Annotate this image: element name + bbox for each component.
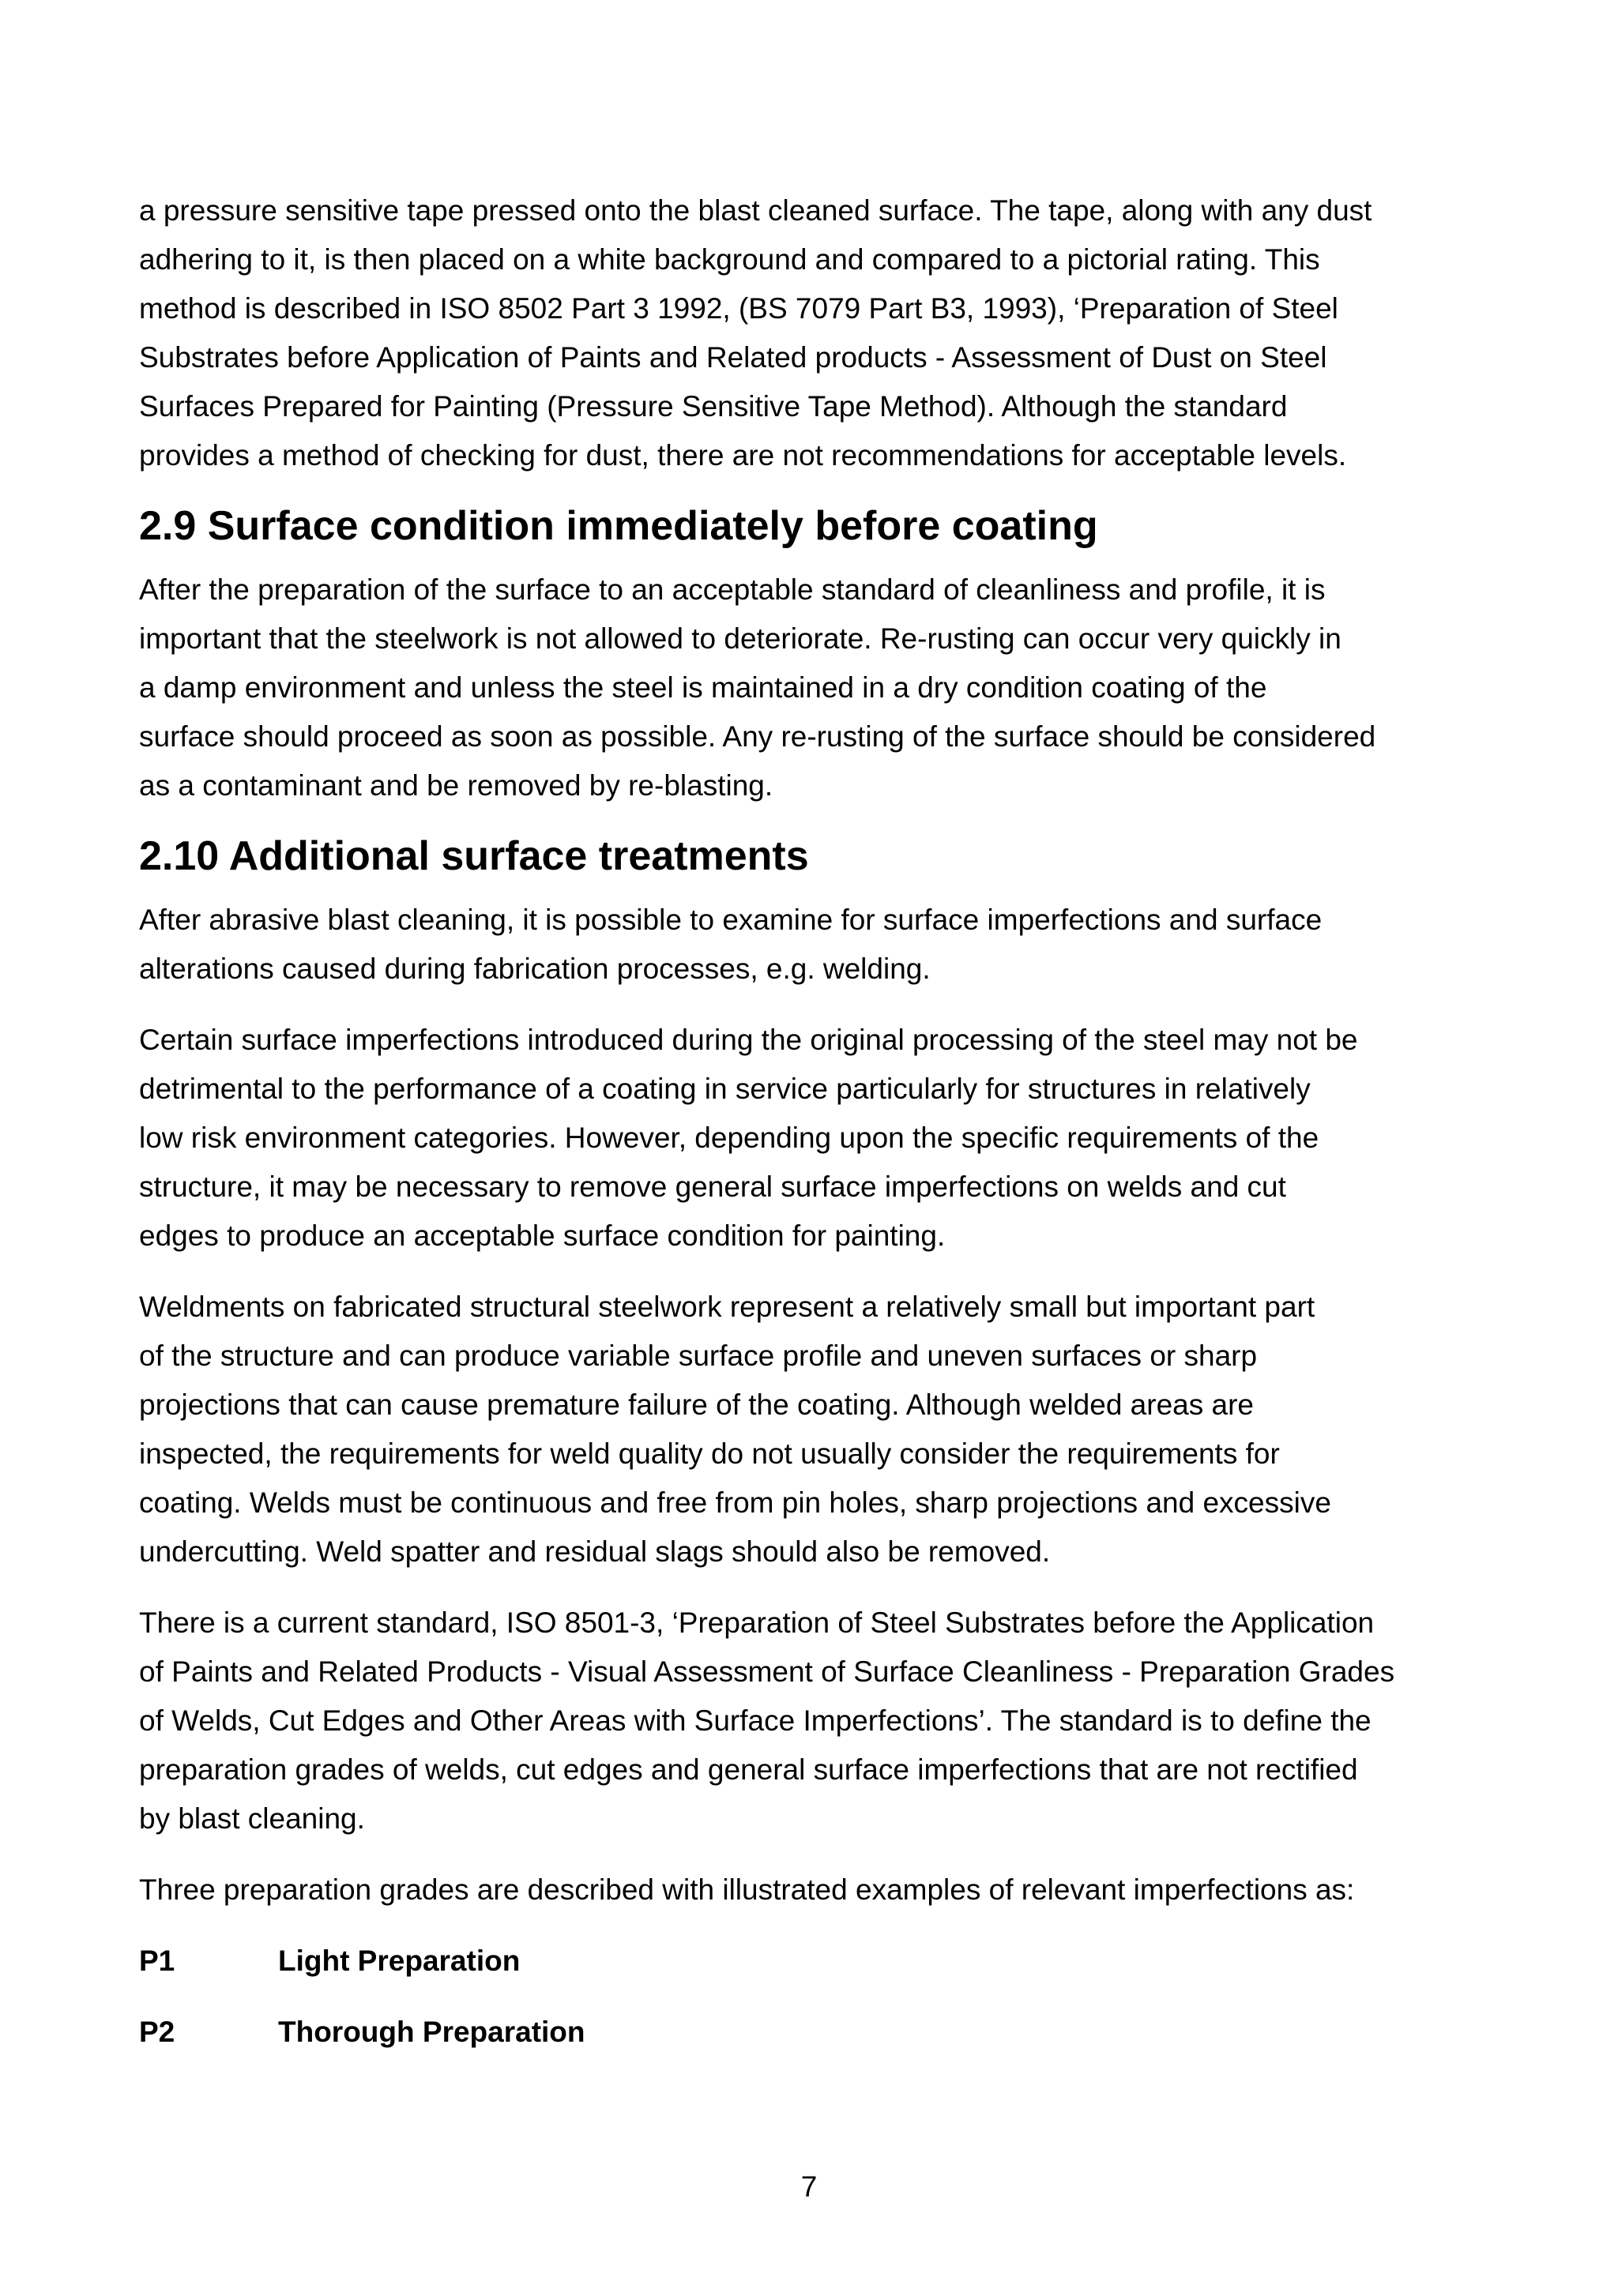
document-page [139, 186, 1482, 2057]
grade-label: Light Preparation [278, 1945, 521, 1977]
section-2-10-paragraph-3: Weldments on fabricated structural steelwork represent a relatively small but important part of the structure and can produce variable surface profile and uneven surfaces or sharp projections that can cause premature failure of the coating. Although welded areas are inspected, the requirements for weld quality do not usually consider the requirements for coating. Welds must be continuous and free from pin holes, sharp projections and excessive undercutting. Weld spatter and residual slags should also be removed. [139, 1291, 1331, 1568]
grade-item-p1 [139, 1937, 1482, 1986]
section-heading-2-9: 2.9 Surface condition immediately before coating [139, 503, 1098, 549]
grade-code: P2 [139, 2016, 175, 2048]
section-2-10-paragraph-4: There is a current standard, ISO 8501-3, ‘Preparation of Steel Substrates before the Application of Paints and Related Products - Visual Assessment of Surface Cleanliness - Preparation Grades of Welds, Cut Edges and Other Areas with Surface Imperfections’. The standard is to define the preparation grades of welds, cut edges and general surface imperfections that are not rectified by blast cleaning. [139, 1606, 1395, 1835]
section-2-10-paragraph-2: Certain surface imperfections introduced during the original processing of the steel may not be detrimental to the performance of a coating in service particularly for structures in relatively low risk environment categories. However, depending upon the specific requirements of the structure, it may be necessary to remove general surface imperfections on welds and cut edges to produce an acceptable surface condition for painting. [139, 1024, 1358, 1252]
grade-label: Thorough Preparation [278, 2016, 585, 2048]
page-number: 7 [800, 2170, 818, 2203]
grade-code: P1 [139, 1945, 175, 1977]
section-2-10-paragraph-1: After abrasive blast cleaning, it is possible to examine for surface imperfections and surface alterations caused during fabrication processes, e.g. welding. [139, 904, 1323, 985]
grade-item-p2 [139, 2008, 1482, 2057]
section-heading-2-10: 2.10 Additional surface treatments [139, 833, 809, 879]
section-2-9-paragraph: After the preparation of the surface to an acceptable standard of cleanliness and profile, it is important that the steelwork is not allowed to deteriorate. Re-rusting can occur very quickly in a damp environment and unless the steel is maintained in a dry condition coating of the surface should proceed as soon as possible. Any re-rusting of the surface should be considered as a contaminant and be removed by re-blasting. [139, 573, 1376, 802]
intro-paragraph: a pressure sensitive tape pressed onto the blast cleaned surface. The tape, along with any dust adhering to it, is then placed on a white background and compared to a pictorial rating. This method is described in ISO 8502 Part 3 1992, (BS 7079 Part B3, 1993), ‘Preparation of Steel Substrates before Application of Paints and Related products - Assessment of Dust on Steel Surfaces Prepared for Painting (Pressure Sensitive Tape Method). Although the standard provides a method of checking for dust, there are not recommendations for acceptable levels. [139, 194, 1372, 472]
section-2-10-paragraph-5: Three preparation grades are described with illustrated examples of relevant imperfections as: [139, 1873, 1355, 1906]
